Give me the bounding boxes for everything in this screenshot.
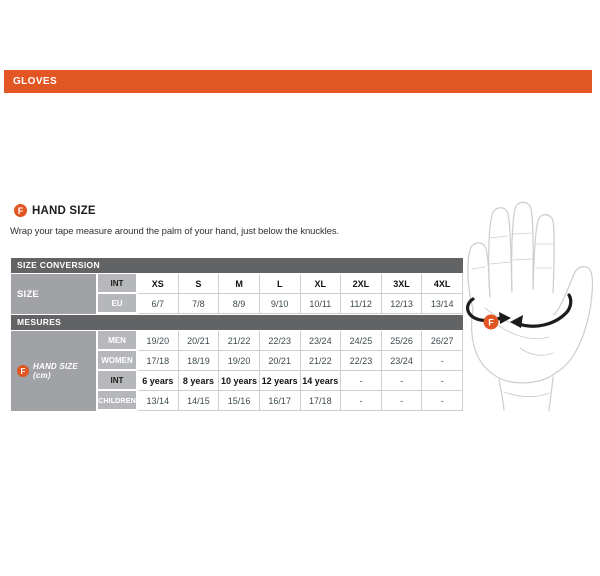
table-cell: 8 years xyxy=(179,371,220,391)
gloves-section-bar xyxy=(4,70,592,93)
row-label-men: MEN xyxy=(98,331,138,351)
table-cell: 10/11 xyxy=(301,294,342,314)
table-cell: 23/24 xyxy=(382,351,423,371)
table-cell: 17/18 xyxy=(301,391,342,411)
row-group-label-hand-size xyxy=(11,331,98,411)
table-cell: 14 years xyxy=(301,371,342,391)
table-cell: 7/8 xyxy=(179,294,220,314)
table-cell: 9/10 xyxy=(260,294,301,314)
table-cell: L xyxy=(260,274,301,294)
row-label-women: WOMEN xyxy=(98,351,138,371)
svg-text:F: F xyxy=(488,317,494,328)
table-cell: 25/26 xyxy=(382,331,423,351)
table-cell: M xyxy=(219,274,260,294)
table-cell: 18/19 xyxy=(179,351,220,371)
hand-size-cm-label: HAND SIZE (cm) xyxy=(33,362,78,380)
table-cell: 6/7 xyxy=(138,294,179,314)
size-chart-table xyxy=(11,258,463,411)
f-marker-icon: F xyxy=(14,204,27,217)
table-cell: 13/14 xyxy=(422,294,463,314)
table-cell: - xyxy=(422,391,463,411)
mesures-grid xyxy=(11,331,463,411)
table-cell: 16/17 xyxy=(260,391,301,411)
table-cell: XL xyxy=(301,274,342,294)
mesures-header-bar: MESURES xyxy=(11,314,463,331)
row-label-int: INT xyxy=(98,274,138,294)
row-label-eu: EU xyxy=(98,294,138,314)
table-cell: 14/15 xyxy=(179,391,220,411)
tape-measure-arrow xyxy=(468,295,571,328)
table-cell: 22/23 xyxy=(341,351,382,371)
table-cell: 24/25 xyxy=(341,331,382,351)
table-cell: 21/22 xyxy=(301,351,342,371)
table-cell: 20/21 xyxy=(179,331,220,351)
hand-size-title: HAND SIZE xyxy=(32,204,96,217)
f-marker-icon: F xyxy=(17,365,29,377)
size-conversion-grid xyxy=(11,274,463,314)
table-cell: - xyxy=(341,391,382,411)
table-cell: 12/13 xyxy=(382,294,423,314)
hand-size-description: Wrap your tape measure around the palm of your hand, just below the knuckles. xyxy=(10,226,340,237)
hand-outline xyxy=(468,202,593,411)
table-cell: 8/9 xyxy=(219,294,260,314)
table-cell: 3XL xyxy=(382,274,423,294)
table-cell: - xyxy=(382,391,423,411)
size-conversion-header-bar: SIZE CONVERSION xyxy=(11,258,463,274)
table-cell: 26/27 xyxy=(422,331,463,351)
table-cell: 11/12 xyxy=(341,294,382,314)
table-cell: - xyxy=(341,371,382,391)
table-cell: 23/24 xyxy=(301,331,342,351)
table-cell: 2XL xyxy=(341,274,382,294)
table-cell: - xyxy=(382,371,423,391)
hand-size-heading xyxy=(14,204,96,217)
row-label-children: CHILDREN xyxy=(98,391,138,411)
table-cell: 12 years xyxy=(260,371,301,391)
row-label-int-years: INT xyxy=(98,371,138,391)
table-cell: 19/20 xyxy=(219,351,260,371)
table-cell: - xyxy=(422,371,463,391)
table-cell: 19/20 xyxy=(138,331,179,351)
table-cell: 6 years xyxy=(138,371,179,391)
table-cell: 20/21 xyxy=(260,351,301,371)
table-cell: 22/23 xyxy=(260,331,301,351)
table-cell: 21/22 xyxy=(219,331,260,351)
table-cell: XS xyxy=(138,274,179,294)
table-cell: 17/18 xyxy=(138,351,179,371)
table-cell: - xyxy=(422,351,463,371)
hand-measure-illustration xyxy=(460,196,600,414)
row-group-label-size: SIZE xyxy=(11,274,98,314)
f-marker-icon xyxy=(484,315,499,330)
table-cell: 4XL xyxy=(422,274,463,294)
table-cell: 10 years xyxy=(219,371,260,391)
table-cell: S xyxy=(179,274,220,294)
gloves-section-title: GLOVES xyxy=(13,76,58,87)
table-cell: 15/16 xyxy=(219,391,260,411)
table-cell: 13/14 xyxy=(138,391,179,411)
